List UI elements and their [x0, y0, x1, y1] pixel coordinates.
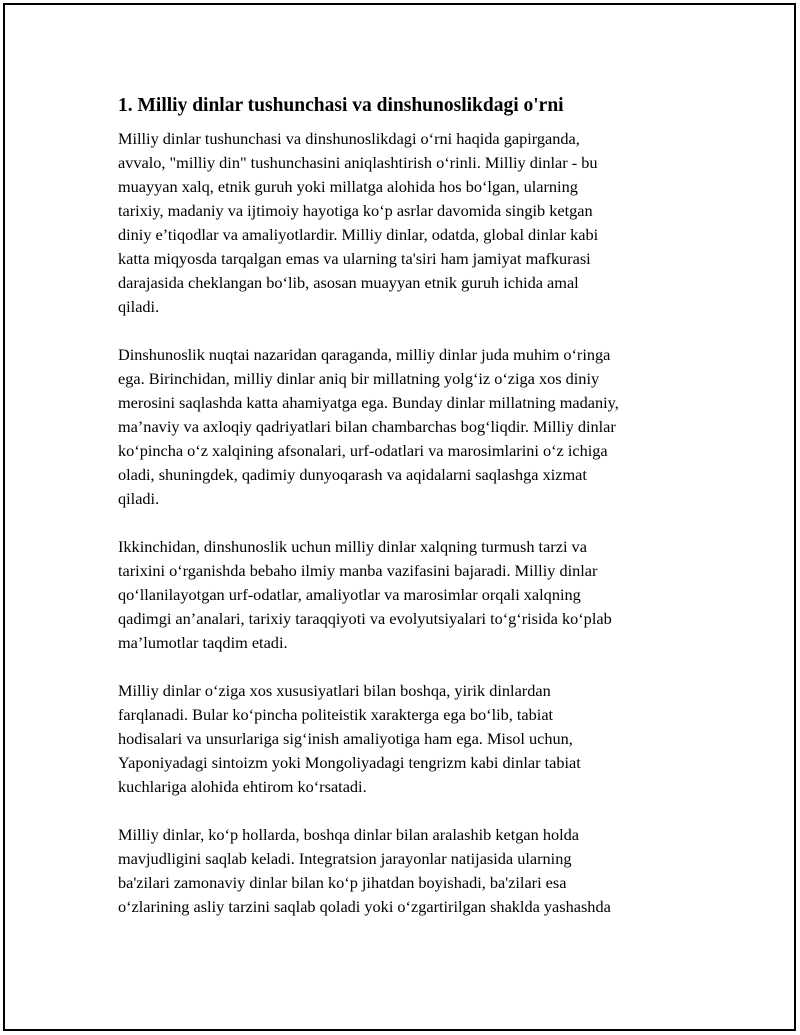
text-line: kuchlariga alohida ehtirom ko‘rsatadi. — [118, 777, 367, 796]
text-line: o‘zlarining asliy tarzini saqlab qoladi yoki o‘zgartirilgan shaklda yashashda — [118, 897, 611, 916]
text-line: oladi, shuningdek, qadimiy dunyoqarash va aqidalarni saqlashga xizmat — [118, 465, 587, 484]
text-line: ega. Birinchidan, milliy dinlar aniq bir millatning yolg‘iz o‘ziga xos diniy — [118, 369, 600, 388]
paragraph-4 — [118, 679, 688, 799]
document-body — [118, 93, 688, 943]
text-line: ma’naviy va axloqiy qadriyatlari bilan chambarchas bog‘liqdir. Milliy dinlar — [118, 417, 616, 436]
text-line: Milliy dinlar tushunchasi va dinshunoslikdagi o‘rni haqida gapirganda, — [118, 129, 580, 148]
text-line: tarixiy, madaniy va ijtimoiy hayotiga ko‘p asrlar davomida singib ketgan — [118, 201, 593, 220]
text-line: Ikkinchidan, dinshunoslik uchun milliy dinlar xalqning turmush tarzi va — [118, 537, 587, 556]
text-line: qiladi. — [118, 489, 160, 508]
text-line: Milliy dinlar, ko‘p hollarda, boshqa dinlar bilan aralashib ketgan holda — [118, 825, 579, 844]
text-line: ba'zilari zamonaviy dinlar bilan ko‘p jihatdan boyishadi, ba'zilari esa — [118, 873, 567, 892]
text-line: qadimgi an’analari, tarixiy taraqqiyoti va evolyutsiyalari to‘g‘risida ko‘plab — [118, 609, 612, 628]
text-line: muayyan xalq, etnik guruh yoki millatga alohida hos bo‘lgan, ularning — [118, 177, 578, 196]
text-line: merosini saqlashda katta ahamiyatga ega. Bunday dinlar millatning madaniy, — [118, 393, 619, 412]
paragraph-2 — [118, 343, 688, 511]
paragraph-5 — [118, 823, 688, 919]
text-line: qo‘llanilayotgan urf-odatlar, amaliyotlar va marosimlar orqali xalqning — [118, 585, 581, 604]
text-line: Milliy dinlar o‘ziga xos xususiyatlari bilan boshqa, yirik dinlardan — [118, 681, 551, 700]
section-heading: 1. Milliy dinlar tushunchasi va dinshunoslikdagi o'rni — [118, 95, 564, 116]
text-line: mavjudligini saqlab keladi. Integratsion jarayonlar natijasida ularning — [118, 849, 572, 868]
text-line: katta miqyosda tarqalgan emas va ularning ta'siri ham jamiyat mafkurasi — [118, 249, 591, 268]
text-line: qiladi. — [118, 297, 160, 316]
text-line: Dinshunoslik nuqtai nazaridan qaraganda, milliy dinlar juda muhim o‘ringa — [118, 345, 611, 364]
text-line: diniy e’tiqodlar va amaliyotlardir. Milliy dinlar, odatda, global dinlar kabi — [118, 225, 599, 244]
text-line: hodisalari va unsurlariga sig‘inish amaliyotiga ham ega. Misol uchun, — [118, 729, 573, 748]
text-line: ma’lumotlar taqdim etadi. — [118, 633, 288, 652]
text-line: darajasida cheklangan bo‘lib, asosan muayyan etnik guruh ichida amal — [118, 273, 579, 292]
paragraph-3 — [118, 535, 688, 655]
text-line: farqlanadi. Bular ko‘pincha politeistik xarakterga ega bo‘lib, tabiat — [118, 705, 554, 724]
text-line: avvalo, "milliy din" tushunchasini aniqlashtirish o‘rinli. Milliy dinlar - bu — [118, 153, 598, 172]
text-line: Yaponiyadagi sintoizm yoki Mongoliyadagi tengrizm kabi dinlar tabiat — [118, 753, 581, 772]
text-line: tarixini o‘rganishda bebaho ilmiy manba vazifasini bajaradi. Milliy dinlar — [118, 561, 598, 580]
paragraph-1 — [118, 127, 688, 319]
text-line: ko‘pincha o‘z xalqining afsonalari, urf-odatlari va marosimlarini o‘z ichiga — [118, 441, 608, 460]
